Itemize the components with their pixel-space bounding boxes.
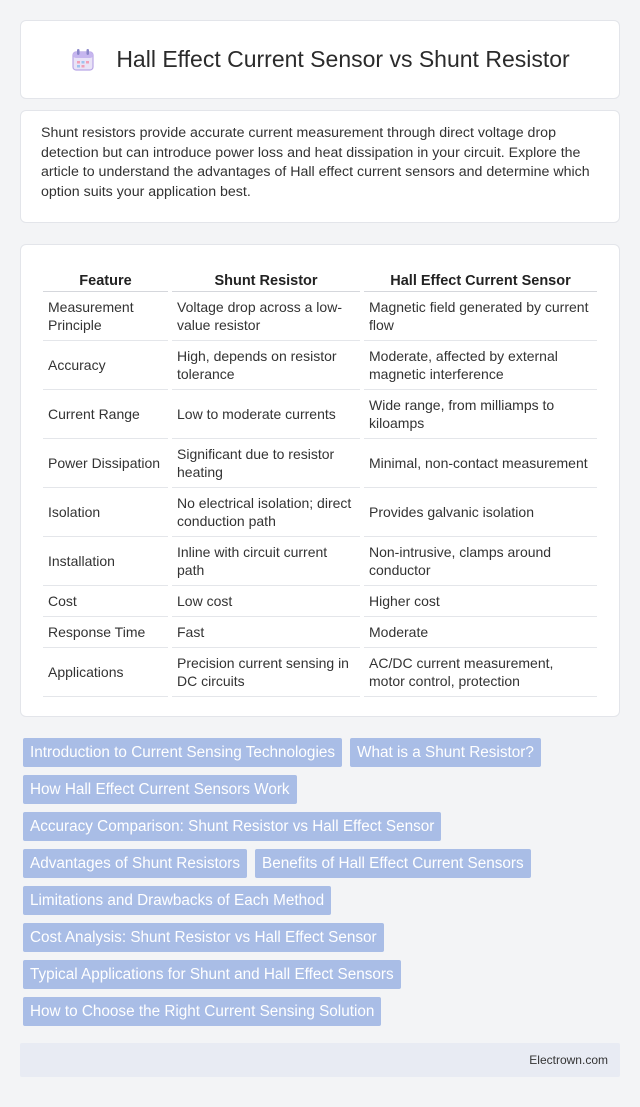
comparison-table [39, 265, 601, 697]
table-row [43, 617, 597, 648]
table-cell: Fast [172, 617, 360, 648]
footer [20, 1043, 620, 1077]
topic-links [20, 738, 620, 1026]
intro-card [20, 110, 620, 223]
table-cell: Power Dissipation [43, 439, 168, 488]
table-cell: Installation [43, 537, 168, 586]
topic-link-introduction[interactable]: Introduction to Current Sensing Technologies [23, 738, 342, 767]
topic-link-accuracy[interactable]: Accuracy Comparison: Shunt Resistor vs Hall Effect Sensor [23, 812, 441, 841]
table-cell: No electrical isolation; direct conduction path [172, 488, 360, 537]
table-cell: Accuracy [43, 341, 168, 390]
table-cell: Inline with circuit current path [172, 537, 360, 586]
comparison-table-card [20, 244, 620, 717]
topic-link-how-to-choose[interactable]: How to Choose the Right Current Sensing Solution [23, 997, 381, 1026]
topic-link-cost-analysis[interactable]: Cost Analysis: Shunt Resistor vs Hall Effect Sensor [23, 923, 384, 952]
table-row [43, 439, 597, 488]
table-row [43, 648, 597, 697]
title-card [20, 20, 620, 99]
table-cell: High, depends on resistor tolerance [172, 341, 360, 390]
table-cell: Low cost [172, 586, 360, 617]
topic-link-how-hall-works[interactable]: How Hall Effect Current Sensors Work [23, 775, 297, 804]
table-cell: Higher cost [364, 586, 597, 617]
table-cell: Current Range [43, 390, 168, 439]
table-cell: Magnetic field generated by current flow [364, 292, 597, 341]
table-cell: Significant due to resistor heating [172, 439, 360, 488]
table-row [43, 537, 597, 586]
table-cell: Applications [43, 648, 168, 697]
page-title: Hall Effect Current Sensor vs Shunt Resistor [116, 46, 570, 72]
table-header-feature: Feature [43, 265, 168, 292]
table-row [43, 488, 597, 537]
table-cell: Cost [43, 586, 168, 617]
table-cell: Moderate, affected by external magnetic interference [364, 341, 597, 390]
table-cell: Provides galvanic isolation [364, 488, 597, 537]
table-cell: Isolation [43, 488, 168, 537]
table-cell: Measurement Principle [43, 292, 168, 341]
intro-paragraph: Shunt resistors provide accurate current measurement through direct voltage drop detection but can introduce power loss and heat dissipation in your circuit. Explore the article to understand the advantages of Hall effect current sensors and determine which option suits your application best. [41, 125, 590, 200]
topic-link-shunt-advantages[interactable]: Advantages of Shunt Resistors [23, 849, 247, 878]
table-cell: Minimal, non-contact measurement [364, 439, 597, 488]
topic-link-limitations[interactable]: Limitations and Drawbacks of Each Method [23, 886, 331, 915]
calendar-icon [70, 47, 96, 73]
table-row [43, 390, 597, 439]
table-cell: Non-intrusive, clamps around conductor [364, 537, 597, 586]
table-cell: Response Time [43, 617, 168, 648]
topic-link-what-is-shunt[interactable]: What is a Shunt Resistor? [350, 738, 541, 767]
table-cell: Precision current sensing in DC circuits [172, 648, 360, 697]
table-header-hall: Hall Effect Current Sensor [364, 265, 597, 292]
topic-link-hall-benefits[interactable]: Benefits of Hall Effect Current Sensors [255, 849, 531, 878]
table-cell: Low to moderate currents [172, 390, 360, 439]
topic-link-applications[interactable]: Typical Applications for Shunt and Hall Effect Sensors [23, 960, 401, 989]
table-row [43, 341, 597, 390]
table-cell: Voltage drop across a low-value resistor [172, 292, 360, 341]
table-cell: Wide range, from milliamps to kiloamps [364, 390, 597, 439]
table-cell: AC/DC current measurement, motor control, protection [364, 648, 597, 697]
table-cell: Moderate [364, 617, 597, 648]
table-header-shunt: Shunt Resistor [172, 265, 360, 292]
footer-site-name[interactable]: Electrown.com [529, 1053, 608, 1067]
table-row [43, 586, 597, 617]
table-row [43, 292, 597, 341]
